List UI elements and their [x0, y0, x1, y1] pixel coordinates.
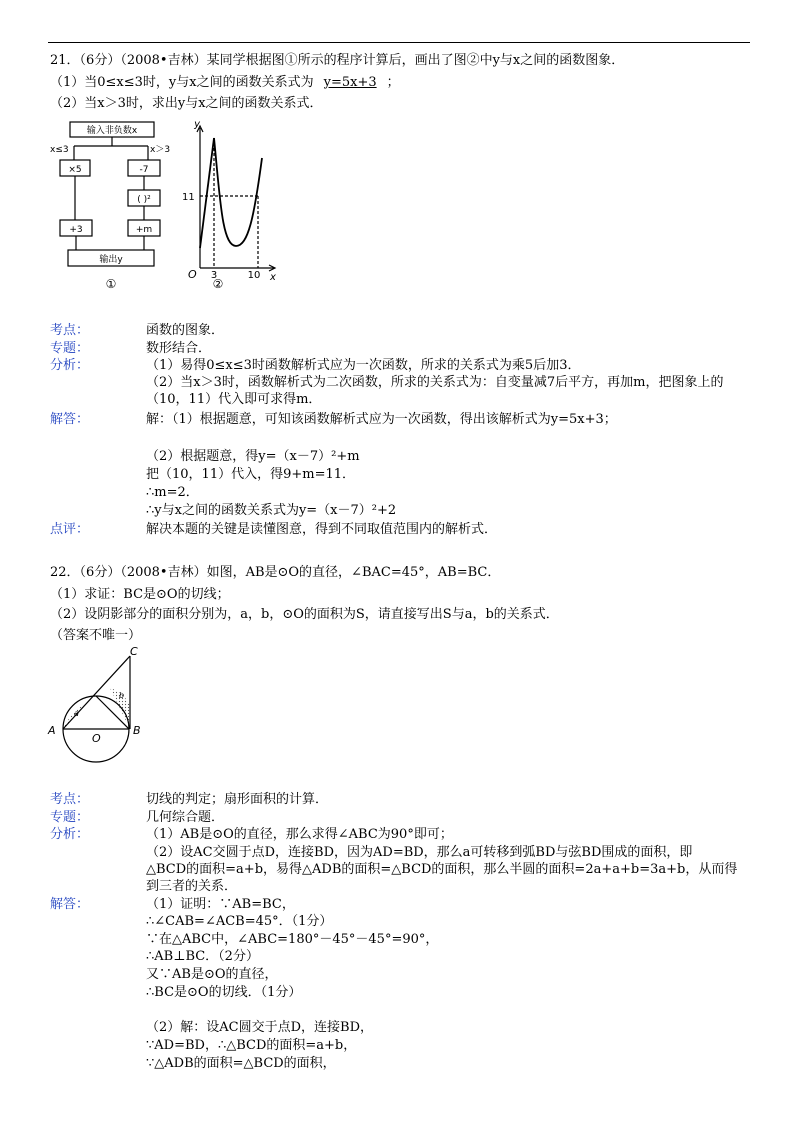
circle-tangent-figure	[46, 646, 156, 764]
q22-fenxi-1: （1）AB是⊙O的直径，那么求得∠ABC为90°即可；	[146, 827, 453, 842]
function-graph-figure	[178, 118, 278, 296]
q21-kaodian: 函数的图象．	[146, 323, 225, 338]
q21-title: 21．（6分）（2008•吉林）某同学根据图①所示的程序计算后，画出了图②中y与x之间的函数图象．	[50, 53, 625, 68]
graph-y-label: y	[194, 119, 200, 130]
q22-note: （答案不唯一）	[50, 628, 142, 643]
q22-zhuanti: 几何综合题．	[146, 810, 225, 825]
flowchart-figure	[48, 118, 178, 296]
top-rule	[48, 42, 750, 43]
graph-tick-10: 10	[247, 270, 261, 281]
q21-fenxi-label: 分析：	[50, 358, 90, 373]
q21-fenxi-2a: （2）当x＞3时，函数解析式为二次函数，所求的关系式为：自变量减7后平方，再加m，把图象上的	[146, 375, 724, 390]
fig-point-o: O	[92, 732, 101, 745]
flow-minus7-text: -7	[139, 165, 149, 175]
q22-part2: （2）设阴影部分的面积分别为，a，b，⊙O的面积为S，请直接写出S与a，b的关系式．	[50, 607, 559, 622]
q21-jieda-4: ∴m=2．	[146, 485, 199, 500]
fig-label-b: b	[119, 691, 125, 700]
q22-jieda-7: （2）解：设AC圆交于点D，连接BD，	[146, 1020, 374, 1035]
flow-output-text: 输出y	[99, 255, 123, 265]
flow-times5-text: ×5	[68, 165, 82, 175]
q21-dianping-label: 点评：	[50, 522, 90, 537]
fig-label-a: a	[74, 709, 79, 718]
fig-point-b: B	[133, 724, 141, 737]
flow-plus3-text: +3	[69, 225, 83, 235]
q21-dianping: 解决本题的关键是读懂图意，得到不同取值范围内的解析式．	[146, 522, 498, 537]
flow-figure-label: ①	[105, 277, 117, 291]
q21-fenxi-1: （1）易得0≤x≤3时函数解析式应为一次函数，所求的关系式为乘5后加3．	[146, 358, 581, 373]
q21-fenxi-2b: （10，11）代入即可求得m．	[146, 392, 322, 407]
q21-jieda-5: ∴y与x之间的函数关系式为y=（x－7）²+2	[146, 503, 397, 518]
graph-x-label: x	[270, 272, 276, 283]
q21-jieda-3: 把（10，11）代入，得9+m=11．	[146, 467, 356, 482]
q22-kaodian: 切线的判定；扇形面积的计算．	[146, 792, 329, 807]
q22-jieda-4: ∴AB⊥BC．（2分）	[146, 949, 259, 964]
q22-fenxi-label: 分析：	[50, 827, 90, 842]
fig-point-a: A	[48, 724, 56, 737]
q22-fenxi-2c: 到三者的关系．	[146, 879, 238, 894]
q22-fenxi-2b: △BCD的面积=a+b，易得△ADB的面积=△BCD的面积，那么半圆的面积=2a+a+b=3a+b，从而得	[146, 862, 738, 877]
q21-kaodian-label: 考点：	[50, 323, 90, 338]
q22-jieda-8: ∵AD=BD，∴△BCD的面积=a+b，	[146, 1038, 357, 1053]
fig-point-c: C	[130, 646, 138, 658]
graph-origin-label: O	[188, 268, 197, 281]
flow-plusm-text: +m	[135, 225, 153, 235]
q21-jieda-label: 解答：	[50, 412, 90, 427]
q22-title: 22．（6分）（2008•吉林）如图，AB是⊙O的直径，∠BAC=45°，AB=BC．	[50, 565, 501, 580]
q22-jieda-6: ∴BC是⊙O的切线．（1分）	[146, 985, 302, 1000]
q21-part1: （1）当0≤x≤3时，y与x之间的函数关系式为 y=5x+3 ；	[50, 75, 400, 90]
q22-jieda-9: ∵△ADB的面积=△BCD的面积，	[146, 1056, 336, 1071]
q22-jieda-label: 解答：	[50, 897, 90, 912]
q22-jieda-5: 又∵AB是⊙O的直径，	[146, 967, 278, 982]
graph-tick-3: 3	[210, 270, 218, 281]
flow-left-cond: x≤3	[50, 145, 69, 155]
flow-input-text: 输入非负数x	[86, 126, 138, 136]
q22-jieda-1: （1）证明：∵AB=BC，	[146, 897, 295, 912]
q21-jieda-2: （2）根据题意，得y=（x－7）²+m	[146, 449, 360, 464]
q22-fenxi-2a: （2）设AC交圆于点D，连接BD，因为AD=BD，那么a可转移到弧BD与弦BD围成的面积，即	[146, 845, 693, 860]
q22-jieda-3: ∵在△ABC中，∠ABC=180°－45°－45°=90°，	[146, 932, 439, 947]
q22-part1: （1）求证：BC是⊙O的切线；	[50, 587, 230, 602]
q21-zhuanti: 数形结合．	[146, 341, 212, 356]
flow-right-cond: x＞3	[150, 145, 171, 155]
q21-part2: （2）当x＞3时，求出y与x之间的函数关系式．	[50, 96, 323, 111]
flow-square-text: ( )²	[137, 195, 151, 205]
q22-jieda-2: ∴∠CAB=∠ACB=45°．（1分）	[146, 914, 333, 929]
q22-zhuanti-label: 专题：	[50, 810, 90, 825]
q22-kaodian-label: 考点：	[50, 792, 90, 807]
q21-zhuanti-label: 专题：	[50, 341, 90, 356]
q21-jieda-1: 解：（1）根据题意，可知该函数解析式应为一次函数，得出该解析式为y=5x+3；	[146, 412, 617, 427]
q21-part1-answer: y=5x+3	[323, 75, 377, 90]
graph-tick-11: 11	[182, 192, 195, 203]
graph-figure-label: ②	[212, 277, 224, 291]
